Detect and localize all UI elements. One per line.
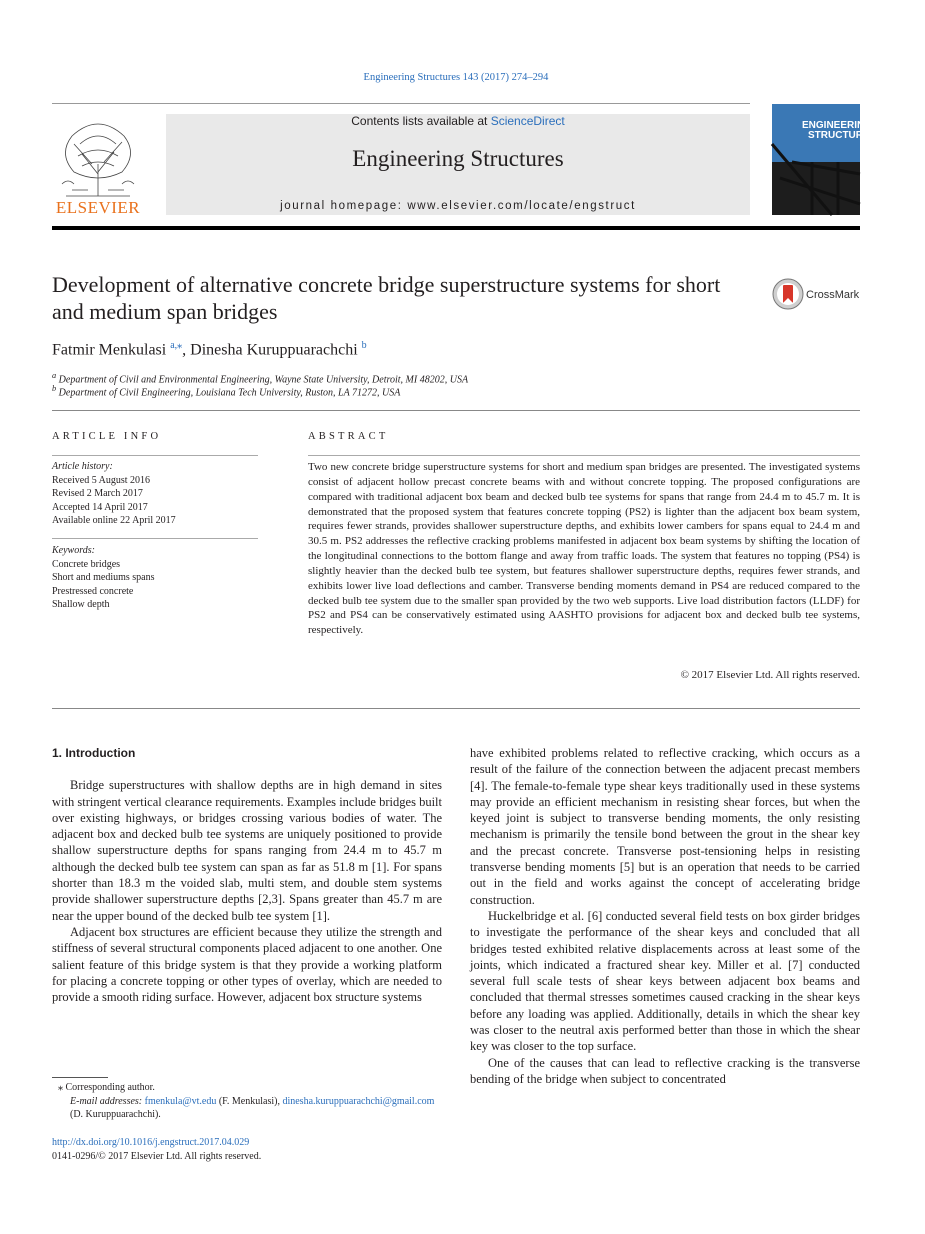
email-line xyxy=(52,1095,442,1122)
cover-title-line2: STRUCTURES xyxy=(808,130,877,141)
history-item: Available online 22 April 2017 xyxy=(52,515,176,526)
author-list xyxy=(52,340,367,359)
keyword: Prestressed concrete xyxy=(52,585,134,597)
keywords-label: Keywords: xyxy=(52,545,95,556)
body-left-column xyxy=(52,745,442,1005)
author-separator: , xyxy=(182,341,191,359)
crossmark-label[interactable]: CrossMark xyxy=(806,289,860,301)
email-link[interactable]: dinesha.kuruppuarachchi@gmail.com xyxy=(282,1095,435,1107)
body-paragraph: have exhibited problems related to reflective cracking, which occurs as a result of the failure of the connection between the adjacent precast members [4]. The female-to-female type shear keys traditionally used in these systems may provide an efficient mechanism in resisting shear forces, but when the keyed joint is subject to transverse bending moments, the only resisting mechanism is primarily the tensile bond between the grout in the shear key and the precast concrete. Transverse post-tensioning helps in resisting transverse bending moments [5] but is an operation that needs to be carried out in the field and works against the concept of accelerating bridge construction. xyxy=(470,746,860,907)
article-info-rule xyxy=(52,455,258,456)
journal-reference[interactable]: Engineering Structures 143 (2017) 274–294 xyxy=(363,72,549,83)
article-history xyxy=(52,460,258,528)
body-paragraph: Bridge superstructures with shallow depths are in high demand in sites with stringent vertical clearance requirements. Examples include bridges built over existing highways, or bridges crossing various bodies of water. The adjacent box and decked bulb tee systems are uniquely positioned to provide shallow superstructure depths for spans ranging from 24.4 m to 45.7 m although the decked bulb tee system can span as far as 51.8 m [1]. For spans shorter than 18.3 m the voided slab, multi stem, and double stem systems provide shallower superstructure depths [2,3]. Spans greater than 45.7 m are near the upper bound of the decked bulb tee system [1]. xyxy=(52,778,442,923)
article-title: Development of alternative concrete bridge superstructure systems for short and medium span bridges xyxy=(52,272,721,324)
abstract-rule xyxy=(308,455,860,456)
history-label: Article history: xyxy=(52,461,113,472)
affiliation-key: b xyxy=(52,384,57,393)
contents-line xyxy=(166,114,750,128)
body-paragraph: Adjacent box structures are efficient because they utilize the strength and stiffness of several structural components placed adjacent to one another. One salient feature of this bridge system is that they provide a working platform for placing a concrete topping or other types of overlay, which are needed to provide a smooth riding surface. However, adjacent box structure systems xyxy=(52,924,442,1005)
body-paragraph: Huckelbridge et al. [6] conducted several field tests on box girder bridges to investigate the performance of the shear keys and concluded that all bridges tested exhibited relative displacements across at least some of the joints, which indicated a fractured shear key. Miller et al. [7] conducted several full scale tests of shear keys between adjacent box beams and concluded that thermal stresses sometimes caused cracking in the shear keys before any loading was applied. Additionally, details in which the shear key was closer to the neutral axis performed better than those in which the shear key was closer to the top surface. xyxy=(470,908,860,1054)
email-link[interactable]: fmenkula@vt.edu xyxy=(144,1095,217,1107)
email-label: E-mail addresses: xyxy=(70,1095,143,1107)
keyword: Short and mediums spans xyxy=(52,572,155,583)
keyword: Shallow depth xyxy=(52,599,110,610)
doi-link[interactable]: http://dx.doi.org/10.1016/j.engstruct.2017.04.029 xyxy=(52,1137,250,1148)
footnote-rule xyxy=(52,1077,108,1078)
abstract-text: Two new concrete bridge superstructure systems for short and medium span bridges are presented. The investigated systems consist of adjacent hollow precast concrete beams with and without concrete topping. The proposed configurations are compared with traditional adjacent box beam and decked bulb tee systems for spans that range from 24.4 m to 45.7 m. It is demonstrated that the proposed system that features concrete topping (PS2) is lighter than the adjacent box beam system, requires fewer strands, provides shallower superstructure depths, and exhibits lower cambers for spans equal to 24.4 m and 30.5 m. PS2 addresses the reflective cracking problems manifested in adjacent box beam systems by shifting the location of the longitudinal connections to the bottom flange and away from traffic loads. The system that features no topping (PS4) is slightly heavier than the decked bulb tee system, but features shallower superstructure depths, requires fewer strands, and exhibits lower live load deflections and camber. Transverse bending moments demand in PS4 are reduced compared to the decked bulb tee system due to the smaller span provided by the two web supports. Live load distribution factors (LLDF) for PS2 and PS4 can be conservatively estimated using AASHTO provisions for adjacent box and decked bulb tee systems, respectively. xyxy=(308,461,860,637)
author-name: Fatmir Menkulasi xyxy=(52,341,167,359)
email-owner: (F. Menkulasi), xyxy=(218,1095,280,1107)
journal-cover-image xyxy=(772,104,877,215)
footnote-block xyxy=(52,1081,442,1122)
corresponding-author: ⁎ Corresponding author. xyxy=(58,1082,155,1093)
cover-title-line1: ENGINEERING xyxy=(802,120,873,131)
history-item: Accepted 14 April 2017 xyxy=(52,501,148,513)
elsevier-wordmark: ELSEVIER xyxy=(55,198,141,217)
author-name: Dinesha Kuruppuarachchi xyxy=(190,341,358,359)
affiliation-text: Department of Civil and Environmental Engineering, Wayne State University, Detroit, MI 48202, USA xyxy=(58,374,469,386)
body-right-column xyxy=(470,745,860,1087)
keywords-block xyxy=(52,544,258,612)
author-affiliation-marker[interactable]: b xyxy=(361,340,367,351)
author-affiliation-marker[interactable]: a,⁎ xyxy=(170,340,183,351)
affiliation-text: Department of Civil Engineering, Louisiana Tech University, Ruston, LA 71272, USA xyxy=(58,387,401,399)
article-info-heading: ARTICLE INFO xyxy=(52,431,162,442)
contents-prefix: Contents lists available at xyxy=(351,114,488,128)
abstract-heading: ABSTRACT xyxy=(308,431,389,442)
history-item: Received 5 August 2016 xyxy=(52,474,151,486)
affiliation-b xyxy=(52,384,400,398)
affiliation-key: a xyxy=(52,371,57,380)
email-owner: (D. Kuruppuarachchi). xyxy=(70,1109,161,1120)
body-paragraph: One of the causes that can lead to reflective cracking is the transverse bending of the bridge when subject to concentrated xyxy=(470,1055,860,1086)
keywords-rule xyxy=(52,538,258,539)
section-rule-bottom xyxy=(52,708,860,709)
abstract-copyright: © 2017 Elsevier Ltd. All rights reserved. xyxy=(680,669,860,681)
issn-line: 0141-0296/© 2017 Elsevier Ltd. All rights reserved. xyxy=(52,1151,262,1162)
section-heading: 1. Introduction xyxy=(52,746,136,760)
keyword: Concrete bridges xyxy=(52,558,121,570)
journal-title: Engineering Structures xyxy=(352,146,564,171)
journal-homepage[interactable]: journal homepage: www.elsevier.com/locate/engstruct xyxy=(280,200,636,212)
crossmark-icon[interactable] xyxy=(772,278,804,310)
history-item: Revised 2 March 2017 xyxy=(52,488,143,499)
section-rule-top xyxy=(52,410,860,411)
header-rule xyxy=(52,103,750,104)
header-thick-rule xyxy=(52,226,860,230)
sciencedirect-link[interactable]: ScienceDirect xyxy=(490,114,565,128)
